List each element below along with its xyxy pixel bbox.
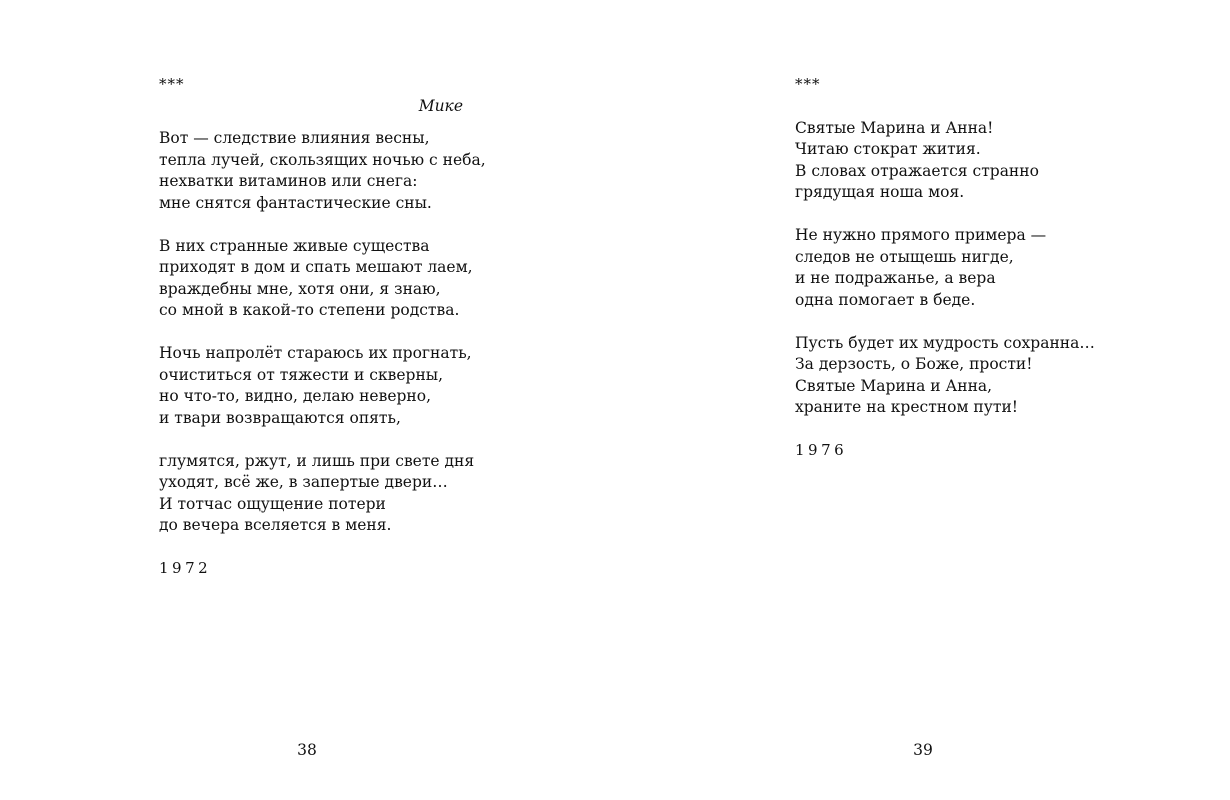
poem-line: со мной в какой-то степени родства. [159,301,460,319]
poem-line: Пусть будет их мудрость сохранна… [795,333,1095,352]
stanza-4 [159,451,489,537]
poem-line: уходят, всё же, в запертые двери… [159,473,448,491]
poem-line: храните на крестном пути! [795,398,1019,416]
poem-line: тепла лучей, скользящих ночью с неба, [159,150,486,169]
page-number: 38 [297,741,317,759]
poem-line: но что-то, видно, делаю неверно, [159,387,431,405]
poem-year: 1976 [795,441,848,459]
poem-line: мне снятся фантастические сны. [159,193,432,212]
poem-line: и твари возвращаются опять, [159,408,401,427]
poem-line: приходят в дом и спать мешают лаем, [159,258,473,276]
poem-year: 1972 [159,559,212,577]
poem-line: нехватки витаминов или снега: [159,172,418,190]
poem-line: грядущая ноша моя. [795,183,965,201]
poem-line: враждебны мне, хотя они, я знаю, [159,279,441,298]
stanza-1 [795,118,1125,204]
poem-line: следов не отыщешь нигде, [795,247,1014,266]
poem-line: и не подражанье, а вера [795,269,996,287]
dedication: Мике [418,96,463,115]
stanza-3 [159,343,489,429]
page-number: 39 [913,741,933,759]
poem-line: очиститься от тяжести и скверны, [159,365,444,384]
poem-line: Ночь напролёт стараюсь их прогнать, [159,344,472,362]
right-page [615,0,1230,800]
poem-line: Вот — следствие влияния весны, [159,129,430,147]
section-stars: *** [159,75,185,93]
poem-right [795,74,1125,462]
poem-line: Святые Марина и Анна, [795,376,993,395]
section-stars: *** [795,75,821,93]
poem-line: За дерзость, о Боже, прости! [795,355,1033,373]
stanza-2 [159,236,489,322]
poem-line: до вечера вселяется в меня. [159,516,392,534]
spacer [795,96,1125,118]
poem-line: Святые Марина и Анна! [795,118,994,137]
poem-line: одна помогает в беде. [795,290,976,309]
stanza-2 [795,225,1125,311]
stanza-3 [795,333,1125,419]
poem-line: Не нужно прямого примера — [795,226,1047,244]
poem-line: В них странные живые существа [159,236,430,255]
poem-left [159,74,489,580]
poem-line: И тотчас ощущение потери [159,494,386,513]
poem-line: Читаю стократ жития. [795,140,981,158]
stanza-1 [159,128,489,214]
poem-line: глумятся, ржут, и лишь при свете дня [159,451,475,470]
poem-line: В словах отражается странно [795,161,1039,180]
